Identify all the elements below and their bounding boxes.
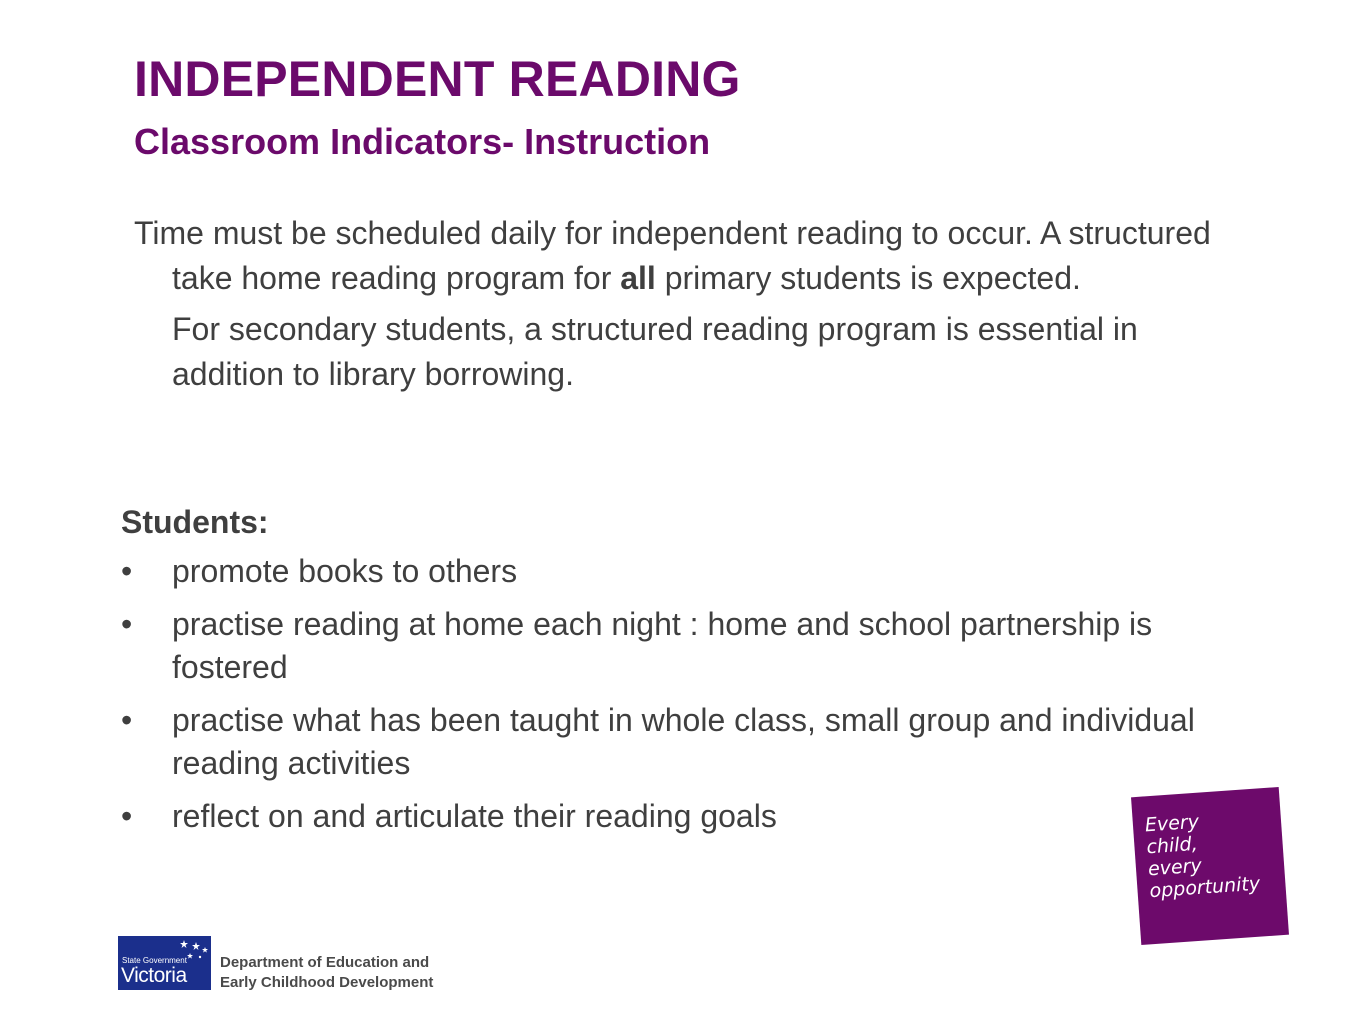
bullet-icon: • xyxy=(121,606,133,642)
bullet-icon: • xyxy=(121,553,133,589)
intro-text-after: primary students is expected. xyxy=(655,260,1081,296)
bullet-text: reflect on and articulate their reading goals xyxy=(172,798,777,834)
bullet-item xyxy=(121,550,1251,593)
victoria-government-logo xyxy=(118,936,211,990)
slide-title: INDEPENDENT READING xyxy=(134,51,741,107)
bullet-text: practise what has been taught in whole class, small group and individual reading activities xyxy=(172,702,1195,781)
vic-logo-small-text: State Government xyxy=(122,956,187,965)
bullet-text: practise reading at home each night : home and school partnership is fostered xyxy=(172,606,1153,685)
intro-text-before: Time must be scheduled daily for independent reading to occur. A structured take home reading program for xyxy=(134,215,1211,296)
bullet-text: promote books to others xyxy=(172,553,518,589)
every-child-slogan: Every child, every opportunity xyxy=(1144,810,1261,903)
bullet-item xyxy=(121,603,1251,689)
students-heading: Students: xyxy=(121,504,269,540)
intro-paragraph-secondary: For secondary students, a structured reading program is essential in addition to library borrowing. xyxy=(172,311,1138,392)
students-bullet-list xyxy=(121,550,1251,848)
vic-logo-wordmark: Victoria xyxy=(121,964,187,987)
bullet-icon: • xyxy=(121,702,133,738)
department-name: Department of Education and Early Childhood Development xyxy=(220,954,434,991)
intro-text xyxy=(134,211,1234,403)
slide-subtitle: Classroom Indicators- Instruction xyxy=(134,121,711,162)
intro-bold-all: all xyxy=(620,260,656,296)
bullet-item xyxy=(121,795,1251,838)
intro-paragraph-primary xyxy=(134,211,1234,301)
bullet-icon: • xyxy=(121,798,133,834)
every-child-logo xyxy=(1131,787,1289,945)
bullet-item xyxy=(121,699,1251,785)
